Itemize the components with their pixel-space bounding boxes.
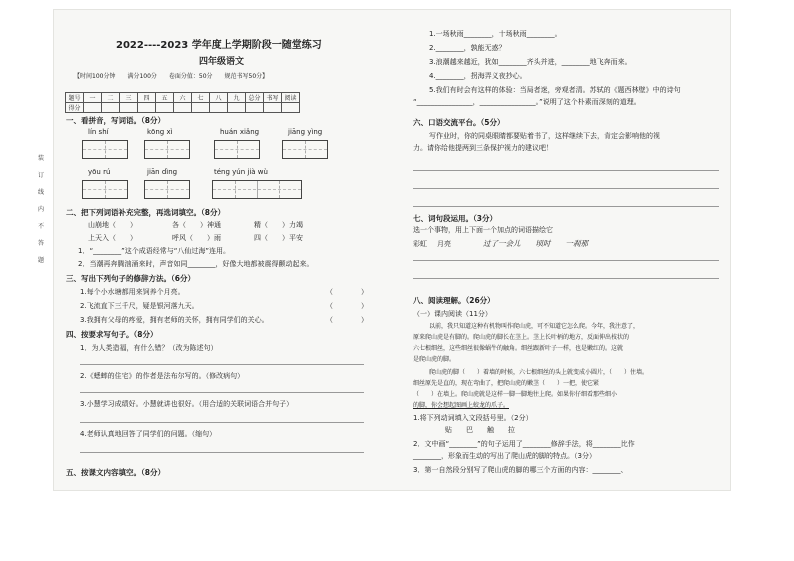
write-box[interactable] [82, 140, 128, 159]
section6-text-2: 力。请你给他提两到三条保护视力的建议吧！ [413, 144, 553, 152]
score-cell[interactable] [120, 103, 138, 113]
score-table-header-cell: 一 [84, 93, 102, 103]
section2-heading: 二、把下列词语补充完整，再选词填空。（8分） [66, 208, 225, 217]
answer-line[interactable] [80, 364, 364, 365]
score-cell[interactable] [174, 103, 192, 113]
section7-heading: 七、词句段运用。（3分） [413, 214, 497, 223]
answer-line[interactable] [413, 170, 719, 171]
write-box[interactable] [212, 180, 302, 199]
passage-line: 原来爬山虎是有脚的。爬山虎的脚长在茎上。茎上长叶柄的地方，反面伸出枝状的 [413, 334, 630, 341]
passage-underlined-line: 的脚，你会想起图画上蛟龙的爪子。 [413, 402, 510, 409]
section6-text-1: 写作业时，你的同桌眼睛都要贴着书了，这样继续下去，肯定会影响他的视 [429, 132, 660, 140]
score-table-header-cell: 五 [156, 93, 174, 103]
rhetoric-answer-3[interactable]: （ ） [326, 316, 368, 324]
pinyin-4: jiāng yìng [288, 128, 323, 136]
answer-line[interactable] [80, 422, 364, 423]
write-box[interactable] [144, 140, 190, 159]
section7-word-1: 彩虹 [413, 240, 427, 248]
passage-line: 是爬山虎的脚。 [413, 356, 456, 363]
rhetoric-q2: 2.飞流直下三千尺，疑是银河落九天。 [80, 302, 199, 310]
passage-line: 爬山虎的脚（ ）着墙的时候，六七根细丝的头上就变成小圆片，（ ）住墙。 [429, 369, 649, 376]
section7-handwritten-words: 过了一会儿 顷时 一刹那 [483, 239, 588, 248]
idiom-4[interactable]: 上天入（ ） [88, 234, 137, 242]
score-cell[interactable] [282, 103, 300, 113]
score-cell[interactable] [156, 103, 174, 113]
pinyin-1: lín shí [88, 128, 109, 136]
recite-q1: 1.一场秋雨________，十场秋雨________。 [429, 30, 562, 38]
idiom-2[interactable]: 各（ ）神通 [172, 221, 221, 229]
score-cell[interactable] [102, 103, 120, 113]
score-cell[interactable] [138, 103, 156, 113]
reading-q1: 1.将下列动词填入文段括号里。（2分） [413, 414, 533, 422]
reading-q2a: 2．文中画“________”的句子运用了________修辞手法，将________比作 [413, 440, 635, 448]
score-table-header-cell: 二 [102, 93, 120, 103]
score-table-header-cell: 三 [120, 93, 138, 103]
passage-line: 六七根细丝，这些细丝很像蜗牛的触角。细丝跟新叶子一样，也是嫩红的。这就 [413, 345, 624, 352]
section4-heading: 四、按要求写句子。（8分） [66, 330, 158, 339]
rewrite-q2: 2.《蟋蟀的住宅》的作者是法布尔写的。（修改病句） [80, 372, 245, 380]
recite-q2: 2.________，孰能无惑？ [429, 44, 506, 52]
binding-char: 不 [38, 223, 45, 230]
idiom-1[interactable]: 山崩地（ ） [88, 221, 137, 229]
rhetoric-q1: 1.每个小水塘都用来饲养个月亮。 [80, 288, 185, 296]
answer-line[interactable] [413, 260, 719, 261]
exam-paper [54, 10, 730, 490]
score-table-header-cell: 总分 [246, 93, 264, 103]
score-table-header-cell: 书写 [264, 93, 282, 103]
score-table-header-cell: 八 [210, 93, 228, 103]
recite-q4: 4.________，拐海弄义夜抄心。 [429, 72, 527, 80]
score-cell[interactable]: 得分 [66, 103, 84, 113]
score-table-header-cell: 六 [174, 93, 192, 103]
section3-heading: 三、写出下列句子的修辞方法。（6分） [66, 274, 195, 283]
passage-line: （ ）在墙上。爬山虎就是这样一脚一脚地往上爬。如果你仔细看那些细小 [413, 391, 618, 398]
pinyin-5: yōu rú [88, 168, 111, 176]
write-box[interactable] [282, 140, 328, 159]
answer-line[interactable] [80, 452, 364, 453]
reading-q2b: ________，形象而生动的写出了爬山虎的脚的特点。（3分） [413, 452, 596, 460]
section5-heading: 五、按课文内容填空。（8分） [66, 468, 165, 477]
pinyin-6: jiān dìng [147, 168, 178, 176]
score-table-header-cell: 题号 [66, 93, 84, 103]
write-box[interactable] [82, 180, 128, 199]
binding-char: 内 [38, 206, 45, 213]
section7-word-2: 月亮 [437, 240, 451, 248]
score-cell[interactable] [84, 103, 102, 113]
write-box[interactable] [144, 180, 190, 199]
score-table-header-cell: 阅读 [282, 93, 300, 103]
section7-prompt: 选一个事物，用上下面一个加点的词语描绘它 [413, 226, 553, 234]
binding-char: 答 [38, 240, 45, 247]
score-cell[interactable] [192, 103, 210, 113]
section8-subheading: （一）课内阅读（11分） [413, 310, 492, 318]
binding-char: 订 [38, 172, 45, 179]
score-cell[interactable] [228, 103, 246, 113]
score-cell[interactable] [246, 103, 264, 113]
section8-heading: 八、阅读理解。（26分） [413, 296, 495, 305]
rewrite-q1: 1．为人类造福，有什么错？（改为陈述句） [80, 344, 218, 352]
score-table-score-row [66, 103, 300, 113]
binding-char: 装 [38, 155, 45, 162]
score-table [65, 92, 300, 113]
binding-margin [38, 150, 46, 269]
write-box[interactable] [214, 140, 260, 159]
idiom-3[interactable]: 精（ ）力竭 [254, 221, 303, 229]
idiom-5[interactable]: 呼风（ ）雨 [172, 234, 221, 242]
score-table-header-row [66, 93, 300, 103]
section1-heading: 一、看拼音，写词语。（8分） [66, 116, 165, 125]
exam-title: 2022----2023 学年度上学期阶段一随堂练习 [116, 40, 322, 51]
rewrite-q3: 3.小慧学习成绩好。小慧就讲也很好。（用合适的关联词语合并句子） [80, 400, 294, 408]
answer-line[interactable] [413, 206, 719, 207]
idiom-6[interactable]: 四（ ）平安 [254, 234, 303, 242]
answer-line[interactable] [80, 392, 364, 393]
recite-q5b: “________________，________________。”说明了这个朴素而深刻的道理。 [413, 98, 641, 106]
binding-char: 线 [38, 189, 45, 196]
passage-line: 细丝原先是直的，现在弯曲了，把爬山虎的嫩茎（ ）一把，使它紧 [413, 380, 600, 387]
rewrite-q4: 4.老师认真地回答了同学们的问题。（缩句） [80, 430, 217, 438]
section2-q2: 2．当潮再奔腾汹涌来时，声音如同________，好像大地都被震得颤动起来。 [78, 260, 314, 268]
passage-line: 以前，我只知道这种有机物叫作爬山虎，可不知道它怎么爬。今年，我注意了， [429, 323, 640, 330]
recite-q3: 3.浪潮越来越近，犹如________齐头并进，________地飞奔而来。 [429, 58, 632, 66]
pinyin-2: kōng xì [147, 128, 173, 136]
exam-subtitle: 四年级语文 [199, 57, 245, 67]
pinyin-3: huán xiǎng [220, 128, 260, 136]
binding-char: 题 [38, 257, 45, 264]
rhetoric-answer-1[interactable]: （ ） [326, 288, 368, 296]
score-table-header-cell: 四 [138, 93, 156, 103]
answer-line[interactable] [413, 278, 719, 279]
exam-info: 【时间100分钟 满分100分 卷面分值：50分 规范书写50分】 [74, 73, 269, 80]
recite-q5a: 5.我们有时会有这样的体验：当局者迷，旁观者清。苏轼的《题西林壁》中的诗句 [429, 86, 681, 94]
reading-q3: 3．第一自然段分别写了爬山虎的脚的哪三个方面的内容：________、 [413, 466, 628, 474]
section2-q1: 1．“________”这个成语经常与“八仙过海”连用。 [78, 247, 230, 255]
score-cell[interactable] [210, 103, 228, 113]
reading-verbs: 贴 巴 触 拉 [445, 426, 515, 434]
score-table-header-cell: 七 [192, 93, 210, 103]
rhetoric-answer-2[interactable]: （ ） [326, 302, 368, 310]
score-cell[interactable] [264, 103, 282, 113]
rhetoric-q3: 3.我拥有父母的疼爱，拥有老师的关怀，拥有同学们的关心。 [80, 316, 269, 324]
answer-line[interactable] [413, 188, 719, 189]
score-table-header-cell: 九 [228, 93, 246, 103]
section6-heading: 六、口语交流平台。（5分） [413, 118, 505, 127]
pinyin-7: téng yún jià wù [214, 168, 268, 176]
